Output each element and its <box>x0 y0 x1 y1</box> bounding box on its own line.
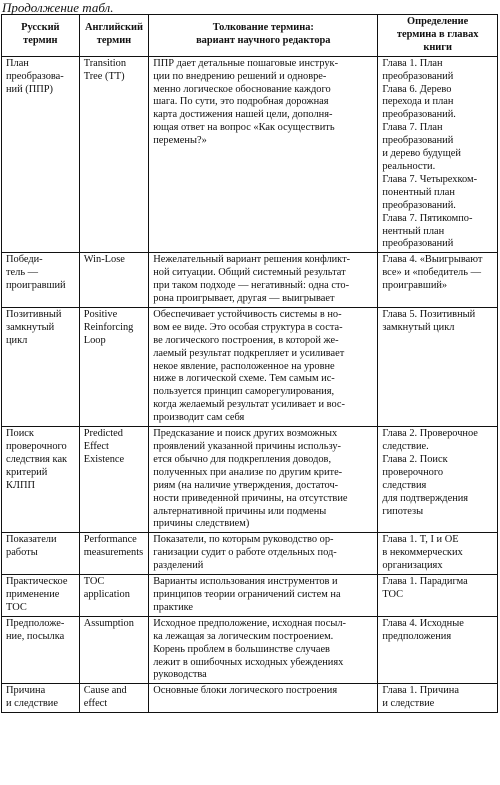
cell-line: менно логическое обоснование каждого <box>153 83 331 95</box>
cell-line: вом ее виде. Это особая структура в соста- <box>153 321 343 333</box>
header-row <box>2 15 498 57</box>
cell-line: пользуется принцип саморегулирования, <box>153 386 335 398</box>
cell-line: Win-Lose <box>83 254 125 266</box>
header-interpretation <box>149 15 378 57</box>
cell-line: нентный план <box>382 225 445 237</box>
header-chapter-definition <box>378 15 498 57</box>
cell-line: Глава 4. «Выигрывают <box>382 254 483 266</box>
cell-line: гипотезы <box>382 505 424 517</box>
cell-line: Глава 1. T, I и OE <box>382 534 459 546</box>
cell-line: Глава 2. Проверочное <box>382 428 478 440</box>
russian-term-cell <box>2 427 80 533</box>
table-row <box>2 684 498 713</box>
cell-line: Глава 1. Причина <box>382 685 459 697</box>
header-line: термин <box>96 35 132 47</box>
table-row <box>2 575 498 617</box>
cell-line: ции по внедрению решений и одновре- <box>153 70 327 82</box>
cell-line: TOC <box>83 576 105 588</box>
interpretation-cell <box>149 307 378 426</box>
interpretation-cell <box>149 56 378 253</box>
table-row <box>2 616 498 684</box>
chapter-reference-cell <box>378 684 498 713</box>
cell-line: ТОС <box>6 601 27 613</box>
cell-line: предположения <box>382 630 452 642</box>
cell-line: перехода и план <box>382 96 454 108</box>
cell-line: работы <box>6 547 38 559</box>
cell-line: проверочного <box>6 441 67 452</box>
cell-line: Глава 1. План <box>382 57 443 69</box>
cell-line: Позитивный <box>6 308 62 320</box>
cell-line: Transition <box>83 57 127 69</box>
cell-line: лежит в ошибочных исходных убеждениях <box>153 656 344 668</box>
cell-line: ТОС <box>382 588 404 600</box>
table-row <box>2 427 498 533</box>
header-line: термина в главах <box>396 28 479 40</box>
cell-line: Глава 7. План <box>382 122 443 134</box>
cell-line: ющая ответ на вопрос «Как осуществить <box>153 122 335 134</box>
russian-term-cell <box>2 253 80 308</box>
english-term-cell <box>79 307 149 426</box>
cell-line: принципов теории ограничений систем на <box>153 588 341 600</box>
cell-line: Assumption <box>83 617 134 629</box>
cell-line: для подтверждения <box>382 492 469 504</box>
table-header <box>2 15 498 57</box>
cell-line: тель — <box>6 267 39 279</box>
cell-line: measurements <box>83 547 144 559</box>
english-term-cell <box>79 684 149 713</box>
chapter-reference-cell <box>378 533 498 575</box>
chapter-reference-cell <box>378 56 498 253</box>
cell-line: Победи- <box>6 254 43 266</box>
cell-line: ве логического построения, в которой же- <box>153 334 339 346</box>
cell-line: полученных при анализе по другим крите- <box>153 466 343 478</box>
english-term-cell <box>79 427 149 533</box>
cell-line: практике <box>153 601 194 613</box>
interpretation-cell <box>149 427 378 533</box>
cell-line: Глава 7. Четырехком- <box>382 173 478 185</box>
cell-line: преобразований <box>382 238 454 250</box>
russian-term-cell <box>2 616 80 684</box>
interpretation-cell <box>149 253 378 308</box>
cell-line: понентный план <box>382 186 455 198</box>
english-term-cell <box>79 56 149 253</box>
cell-line: Loop <box>83 334 106 346</box>
table-row <box>2 307 498 426</box>
cell-line: преобразований. <box>382 109 456 121</box>
cell-line: ППР дает детальные пошаговые инструк- <box>153 57 339 69</box>
cell-line: effect <box>83 698 108 710</box>
table-caption: Продолжение табл. <box>2 0 114 15</box>
cell-line: КЛПП <box>6 479 35 491</box>
header-line: Русский <box>21 22 60 34</box>
cell-line: Причина <box>6 685 46 697</box>
cell-line: замкнутый <box>6 321 55 333</box>
cell-line: перемены?» <box>153 135 207 147</box>
english-term-cell <box>79 533 149 575</box>
cell-line: Existence <box>83 453 125 465</box>
header-line: Определение <box>407 16 469 27</box>
cell-line: и следствие <box>382 698 435 710</box>
cell-line: Нежелательный вариант решения конфликт- <box>153 254 351 266</box>
chapter-reference-cell <box>378 307 498 426</box>
cell-line: Effect <box>83 441 109 452</box>
cell-line: при таком подходе — негативный: одна сто- <box>153 280 350 292</box>
chapter-reference-cell <box>378 253 498 308</box>
cell-line: некое явление, расположенное на уровне <box>153 360 335 372</box>
cell-line: следствие. <box>382 441 429 452</box>
english-term-cell <box>79 616 149 684</box>
cell-line: когда желаемый результат усиливает и вос- <box>153 399 345 411</box>
chapter-reference-cell <box>378 427 498 533</box>
cell-line: application <box>83 588 130 600</box>
table-row <box>2 253 498 308</box>
chapter-reference-cell <box>378 575 498 617</box>
cell-line: ниже в логической схеме. Тем самым ис- <box>153 373 335 385</box>
cell-line: Основные блоки логического построения <box>153 685 338 697</box>
cell-line: Варианты использования инструментов и <box>153 576 338 588</box>
header-line: книги <box>423 41 452 53</box>
cell-line: ка лежащая за логическим построением. <box>153 630 334 642</box>
cell-line: ной ситуации. Общий системный результат <box>153 267 346 279</box>
cell-line: План <box>6 57 29 69</box>
cell-line: причины следствием) <box>153 518 250 530</box>
cell-line: организациях <box>382 560 443 572</box>
russian-term-cell <box>2 307 80 426</box>
header-line: термин <box>23 35 58 47</box>
cell-line: преобразований <box>382 135 454 147</box>
russian-term-cell <box>2 575 80 617</box>
cell-line: в некоммерческих <box>382 547 463 559</box>
header-line: Английский <box>84 22 144 34</box>
interpretation-cell <box>149 616 378 684</box>
cell-line: Глава 6. Дерево <box>382 83 452 95</box>
cell-line: преобразова- <box>6 70 64 82</box>
cell-line: Глава 1. Парадигма <box>382 576 468 588</box>
cell-line: применение <box>6 588 60 600</box>
english-term-cell <box>79 253 149 308</box>
cell-line: ется обычно для подкрепления доводов, <box>153 453 332 465</box>
cell-line: ние, посылка <box>6 630 65 642</box>
cell-line: альтернативной причины или подмены <box>153 505 327 517</box>
cell-line: рона проигрывает, другая — выигрывает <box>153 293 335 305</box>
english-term-cell <box>79 575 149 617</box>
cell-line: ний (ППР) <box>6 83 53 95</box>
cell-line: Tree (TT) <box>83 70 125 82</box>
cell-line: риям (на наличие утверждения, достаточ- <box>153 479 339 491</box>
cell-line: и следствие <box>6 698 58 710</box>
header-english-term <box>79 15 149 57</box>
cell-line: проигравший <box>6 280 66 292</box>
interpretation-cell <box>149 533 378 575</box>
cell-line: Reinforcing <box>83 321 134 333</box>
cell-line: все» и «победитель — <box>382 267 481 279</box>
header-line: Толкование термина: <box>212 22 314 34</box>
table-row <box>2 56 498 253</box>
table-row <box>2 533 498 575</box>
table-body <box>2 56 498 712</box>
cell-line: Predicted <box>83 428 123 440</box>
cell-line: цикл <box>6 334 28 346</box>
cell-line: следствия как <box>6 453 68 465</box>
cell-line: Positive <box>83 308 118 320</box>
russian-term-cell <box>2 684 80 713</box>
cell-line: шага. По сути, это подробная дорожная <box>153 96 329 108</box>
cell-line: Показатели, по которым руководство ор- <box>153 534 334 546</box>
cell-line: Глава 2. Поиск <box>382 453 448 465</box>
interpretation-cell <box>149 684 378 713</box>
cell-line: Глава 4. Исходные <box>382 617 464 629</box>
cell-line: производит сам себя <box>153 412 245 424</box>
cell-line: ганизации судит о работе отдельных под- <box>153 547 337 559</box>
cell-line: Cause and <box>83 685 127 697</box>
cell-line: проверочного <box>382 466 444 478</box>
cell-line: лаемый результат подкрепляет и усиливает <box>153 347 345 359</box>
cell-line: руководства <box>153 669 207 681</box>
cell-line: Исходное предположение, исходная посыл- <box>153 617 346 629</box>
cell-line: Корень проблем в большинстве случаев <box>153 643 330 655</box>
cell-line: проявлений указанной причины использу- <box>153 441 342 452</box>
cell-line: Performance <box>83 534 137 546</box>
cell-line: Поиск <box>6 428 34 440</box>
russian-term-cell <box>2 533 80 575</box>
cell-line: критерий <box>6 466 48 478</box>
cell-line: следствия <box>382 479 427 491</box>
cell-line: Предположе- <box>6 617 65 629</box>
header-line: вариант научного редактора <box>196 35 331 47</box>
header-russian-term <box>2 15 80 57</box>
cell-line: преобразований. <box>382 199 456 211</box>
russian-term-cell <box>2 56 80 253</box>
cell-line: Показатели <box>6 534 57 546</box>
cell-line: карта достижения нашей цели, дополня- <box>153 109 333 121</box>
cell-line: Обеспечивает устойчивость системы в но- <box>153 308 342 320</box>
cell-line: Предсказание и поиск других возможных <box>153 428 338 440</box>
chapter-reference-cell <box>378 616 498 684</box>
interpretation-cell <box>149 575 378 617</box>
cell-line: Практическое <box>6 576 68 588</box>
cell-line: Глава 5. Позитивный <box>382 308 476 320</box>
cell-line: реальности. <box>382 160 436 172</box>
cell-line: ности приведенной причины, на отсутствие <box>153 492 348 504</box>
terms-table <box>1 14 498 713</box>
cell-line: разделений <box>153 560 204 572</box>
cell-line: Глава 7. Пятикомпо- <box>382 212 473 224</box>
cell-line: замкнутый цикл <box>382 321 455 333</box>
cell-line: проигравший» <box>382 280 448 292</box>
cell-line: и дерево будущей <box>382 148 461 160</box>
cell-line: преобразований <box>382 70 454 82</box>
